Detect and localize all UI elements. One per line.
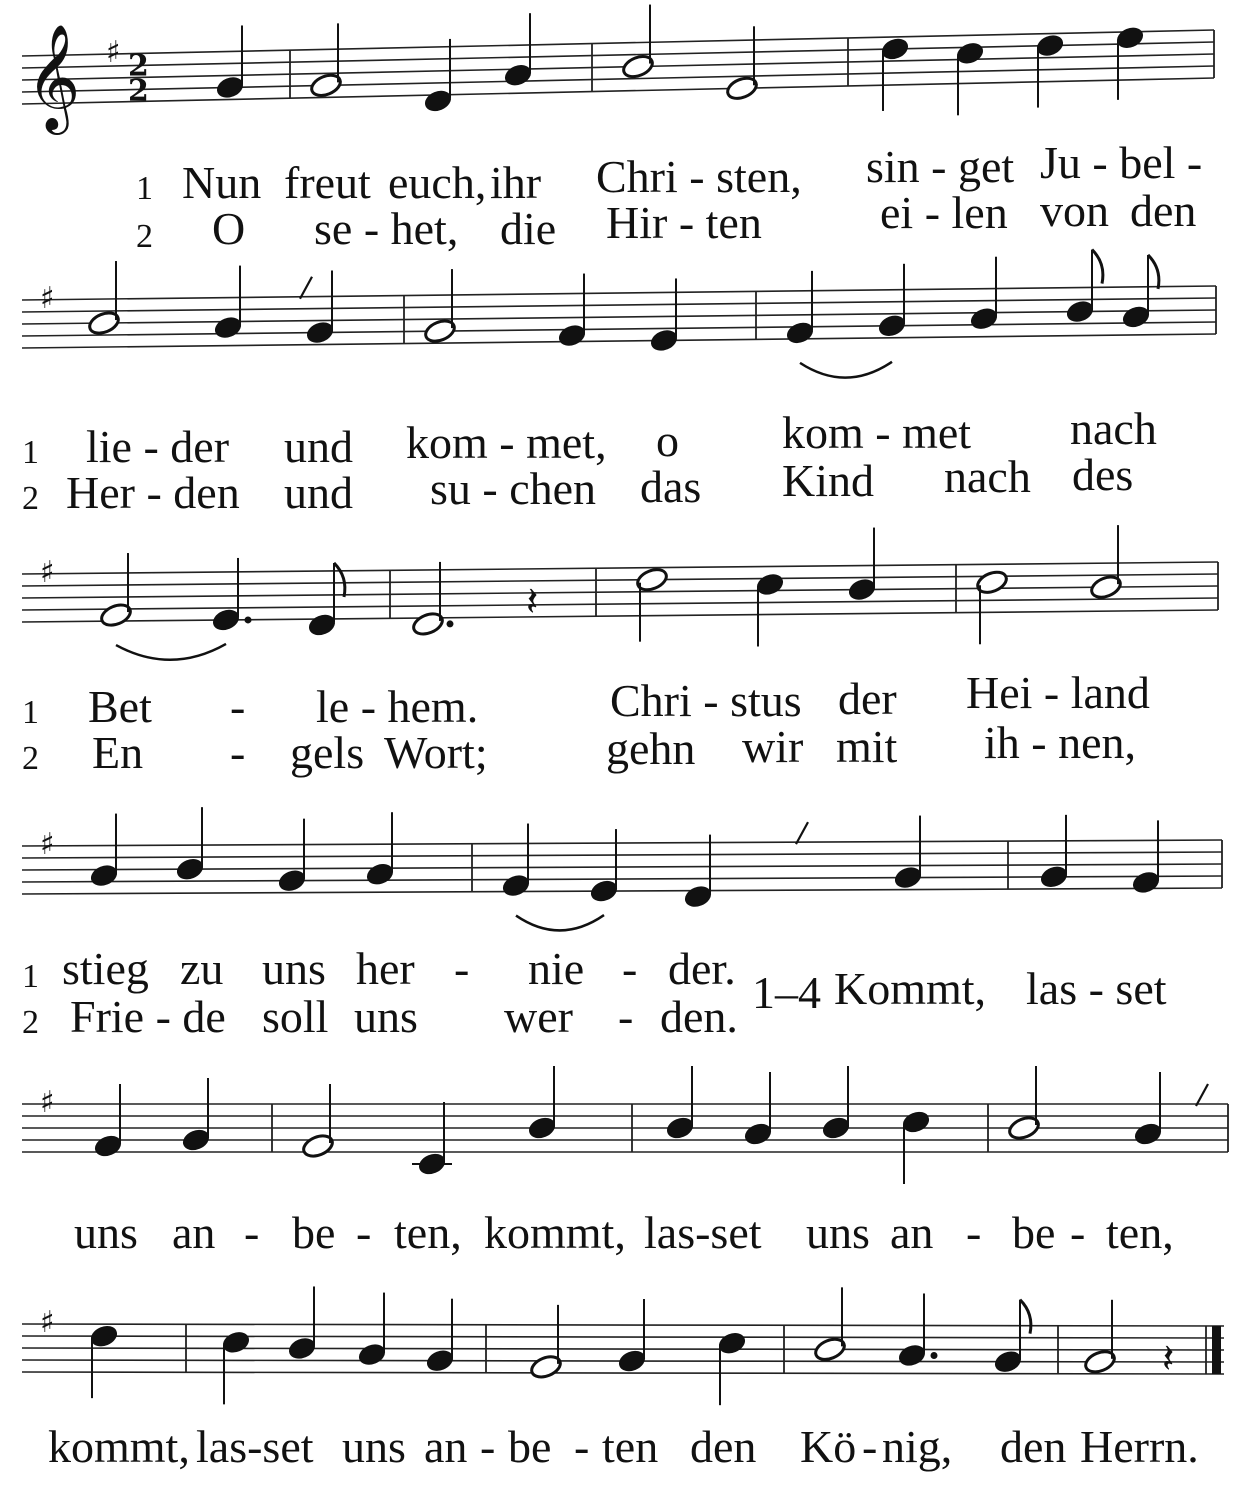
- lyric-syllable: -: [574, 1421, 590, 1472]
- lyric-syllable: soll: [262, 991, 329, 1042]
- lyric-syllable: den: [690, 1421, 757, 1472]
- note-head: [215, 74, 246, 100]
- lyric-syllable: Herrn.: [1080, 1421, 1199, 1472]
- lyric-syllable: wer: [504, 991, 573, 1042]
- lyric-syllable: ten,: [1106, 1207, 1174, 1258]
- lyric-syllable: -: [230, 681, 246, 732]
- note-head: [307, 612, 338, 638]
- staff-line: [22, 586, 1218, 598]
- note-head: [1039, 864, 1070, 890]
- verse-number: 2: [22, 480, 39, 517]
- lyric-syllable: von: [1040, 185, 1109, 236]
- lyric-syllable: und: [284, 421, 353, 472]
- lyric-syllable: und: [284, 467, 353, 518]
- lyric-syllable: freut: [284, 157, 371, 208]
- note-head: [221, 1329, 252, 1355]
- note-head: [743, 1121, 774, 1147]
- note-head: [901, 1109, 932, 1135]
- lyric-syllable: nach: [1070, 403, 1157, 454]
- key-signature-sharp: ♯: [40, 826, 55, 862]
- staff-line: [22, 1372, 1224, 1374]
- lyric-syllable: O: [212, 203, 246, 254]
- note-head: [893, 864, 924, 890]
- slur: [516, 915, 604, 930]
- breath-mark: [300, 277, 312, 299]
- note-head: [89, 862, 120, 888]
- lyric-syllable: le - hem.: [316, 681, 479, 732]
- verse-number: 1: [22, 434, 39, 471]
- lyric-syllable: ih - nen,: [984, 717, 1137, 768]
- staff-line: [22, 54, 1214, 80]
- note-head: [717, 1330, 748, 1356]
- note-head: [955, 40, 986, 66]
- note-head: [617, 1348, 648, 1374]
- lyric-syllable: -: [622, 943, 638, 994]
- lyric-syllable: kommt,: [484, 1207, 626, 1258]
- verse-number: 2: [136, 218, 153, 255]
- verse-number: 1: [22, 958, 39, 995]
- note-head: [969, 306, 1000, 332]
- lyric-syllable: Frie - de: [70, 991, 226, 1042]
- lyric-syllable: Wort;: [384, 727, 488, 778]
- staff-line: [22, 1336, 1224, 1338]
- lyric-syllable: Hei - land: [966, 667, 1150, 718]
- lyric-syllable: be: [508, 1421, 552, 1472]
- lyric-syllable: kommt,: [48, 1421, 190, 1472]
- note-head: [1035, 32, 1066, 58]
- lyric-syllable: -: [618, 991, 634, 1042]
- note-head: [847, 576, 878, 602]
- note-head: [880, 36, 911, 62]
- lyric-syllable: kom - met: [782, 407, 972, 458]
- lyric-syllable: stieg: [62, 943, 149, 994]
- note-head: [175, 856, 206, 882]
- lyric-syllable: be: [292, 1207, 336, 1258]
- key-signature-sharp: ♯: [40, 1085, 55, 1120]
- lyric-syllable: Kind: [782, 455, 874, 506]
- staff-line: [22, 310, 1216, 324]
- treble-clef-icon: 𝄞: [26, 22, 81, 130]
- lyric-syllable: Her - den: [66, 467, 240, 518]
- staff-line: [22, 78, 1214, 104]
- lyric-syllable: wir: [742, 721, 804, 772]
- key-signature-sharp: ♯: [40, 1305, 55, 1341]
- lyric-syllable: uns: [262, 943, 326, 994]
- note-head: [1133, 1121, 1164, 1147]
- note-head: [213, 314, 244, 340]
- lyric-syllable: nie: [528, 943, 585, 994]
- breath-mark: [1196, 1084, 1208, 1106]
- augmentation-dot: [245, 616, 252, 623]
- note-head: [557, 322, 588, 348]
- note-head: [287, 1335, 318, 1361]
- note-head: [277, 867, 308, 893]
- final-barline-thick: [1212, 1326, 1221, 1374]
- lyric-syllable: der.: [668, 943, 736, 994]
- lyric-syllable: nach: [944, 451, 1031, 502]
- note-flag: [334, 563, 345, 597]
- time-signature-bottom: 2: [128, 73, 149, 109]
- lyric-syllable: des: [1072, 449, 1134, 500]
- lyric-syllable: ihr: [490, 157, 542, 208]
- verse-number: 2: [22, 1004, 39, 1041]
- verse-number: 2: [22, 740, 39, 777]
- lyric-syllable: Hir - ten: [606, 197, 762, 248]
- lyric-syllable: las-set: [196, 1421, 314, 1472]
- lyric-syllable: Kommt,: [834, 963, 987, 1014]
- note-head: [1121, 304, 1152, 330]
- staff-line: [22, 322, 1216, 336]
- staff-line: [22, 610, 1218, 622]
- note-head: [527, 1115, 558, 1141]
- note-flag: [1148, 255, 1159, 289]
- lyric-syllable: Nun: [182, 157, 262, 208]
- note-head: [425, 1347, 456, 1373]
- lyric-syllable: -: [480, 1421, 496, 1472]
- staff-line: [22, 30, 1214, 56]
- key-signature-sharp: ♯: [106, 35, 121, 71]
- lyric-syllable: kom - met,: [406, 417, 607, 468]
- lyric-syllable: ten,: [394, 1207, 462, 1258]
- lyric-syllable: Bet: [88, 681, 152, 732]
- staff-line: [22, 574, 1218, 586]
- note-head: [993, 1348, 1024, 1374]
- lyric-syllable: an: [890, 1207, 934, 1258]
- lyric-syllable: Ju - bel -: [1040, 137, 1203, 188]
- staff-line: [22, 66, 1214, 92]
- staff-line: [22, 42, 1214, 68]
- note-head: [877, 313, 908, 339]
- key-signature-sharp: ♯: [40, 554, 55, 590]
- lyric-syllable: her: [356, 943, 415, 994]
- lyric-syllable: o: [656, 415, 679, 466]
- staff-line: [22, 598, 1218, 610]
- lyric-syllable: uns: [342, 1421, 406, 1472]
- time-signature-top: 2: [128, 48, 149, 84]
- note-head: [211, 607, 242, 633]
- lyric-syllable: -: [356, 1207, 372, 1258]
- note-head: [1131, 869, 1162, 895]
- lyric-syllable: den: [1000, 1421, 1067, 1472]
- lyric-syllable: die: [500, 203, 557, 254]
- lyric-syllable: lie - der: [86, 421, 230, 472]
- quarter-rest: 𝄽: [526, 578, 539, 625]
- verse-number: 1–4: [752, 967, 821, 1018]
- staff-line: [22, 888, 1222, 894]
- note-head: [589, 878, 620, 904]
- lyric-syllable: Kö: [800, 1421, 857, 1472]
- lyric-syllable: gels: [290, 727, 365, 778]
- slur: [800, 362, 892, 378]
- note-flag: [1092, 250, 1103, 284]
- note-head: [683, 883, 714, 909]
- lyric-syllable: an: [424, 1421, 468, 1472]
- slur: [116, 644, 226, 660]
- augmentation-dot: [931, 1352, 938, 1359]
- staff-line: [22, 334, 1216, 348]
- staff-line: [22, 1324, 1224, 1326]
- note-flag: [1020, 1300, 1031, 1334]
- staff-line: [22, 562, 1218, 574]
- lyric-syllable: Chri - stus: [610, 675, 802, 726]
- lyric-syllable: -: [1070, 1207, 1086, 1258]
- lyric-syllable: uns: [806, 1207, 870, 1258]
- lyric-syllable: -: [862, 1421, 878, 1472]
- lyric-syllable: an: [172, 1207, 216, 1258]
- lyric-syllable: -: [230, 727, 246, 778]
- note-head: [1115, 25, 1146, 51]
- lyric-syllable: sin - get: [866, 141, 1015, 192]
- lyric-syllable: -: [454, 943, 470, 994]
- note-head: [181, 1127, 212, 1153]
- lyric-syllable: -: [244, 1207, 260, 1258]
- breath-mark: [796, 822, 808, 844]
- lyric-syllable: Chri - sten,: [596, 151, 802, 202]
- staff-line: [22, 286, 1216, 300]
- note-head: [423, 88, 454, 114]
- lyric-syllable: -: [966, 1207, 982, 1258]
- note-head: [897, 1342, 928, 1368]
- lyric-syllable: su - chen: [430, 463, 597, 514]
- lyric-syllable: das: [640, 461, 702, 512]
- lyric-syllable: En: [92, 727, 144, 778]
- quarter-rest: 𝄽: [1162, 1335, 1175, 1382]
- verse-number: 1: [22, 694, 39, 731]
- lyric-syllable: ten: [602, 1421, 659, 1472]
- note-head: [1065, 298, 1096, 324]
- lyric-syllable: den.: [660, 991, 738, 1042]
- note-head: [89, 1323, 120, 1349]
- lyric-syllable: uns: [354, 991, 418, 1042]
- lyric-syllable: las-set: [644, 1207, 762, 1258]
- lyric-syllable: zu: [180, 943, 224, 994]
- staff-line: [22, 1348, 1224, 1350]
- lyric-syllable: ei - len: [880, 187, 1008, 238]
- lyric-syllable: mit: [836, 721, 898, 772]
- note-head: [305, 319, 336, 345]
- lyric-syllable: der: [838, 673, 897, 724]
- note-head: [665, 1115, 696, 1141]
- note-head: [755, 571, 786, 597]
- key-signature-sharp: ♯: [40, 280, 55, 316]
- note-head: [357, 1341, 388, 1367]
- lyric-syllable: be: [1012, 1207, 1056, 1258]
- note-head: [503, 62, 534, 88]
- note-head: [821, 1115, 852, 1141]
- note-head: [93, 1133, 124, 1159]
- lyric-syllable: den: [1130, 185, 1197, 236]
- note-head: [785, 320, 816, 346]
- lyric-syllable: uns: [74, 1207, 138, 1258]
- lyric-syllable: se - het,: [314, 203, 459, 254]
- note-head: [501, 872, 532, 898]
- lyric-syllable: las - set: [1026, 963, 1167, 1014]
- augmentation-dot: [447, 620, 454, 627]
- verse-number: 1: [136, 170, 153, 207]
- note-head: [649, 327, 680, 353]
- lyric-syllable: euch,: [388, 157, 487, 208]
- lyric-syllable: nig,: [882, 1421, 953, 1472]
- lyric-syllable: gehn: [606, 723, 696, 774]
- note-head: [365, 861, 396, 887]
- staff-line: [22, 298, 1216, 312]
